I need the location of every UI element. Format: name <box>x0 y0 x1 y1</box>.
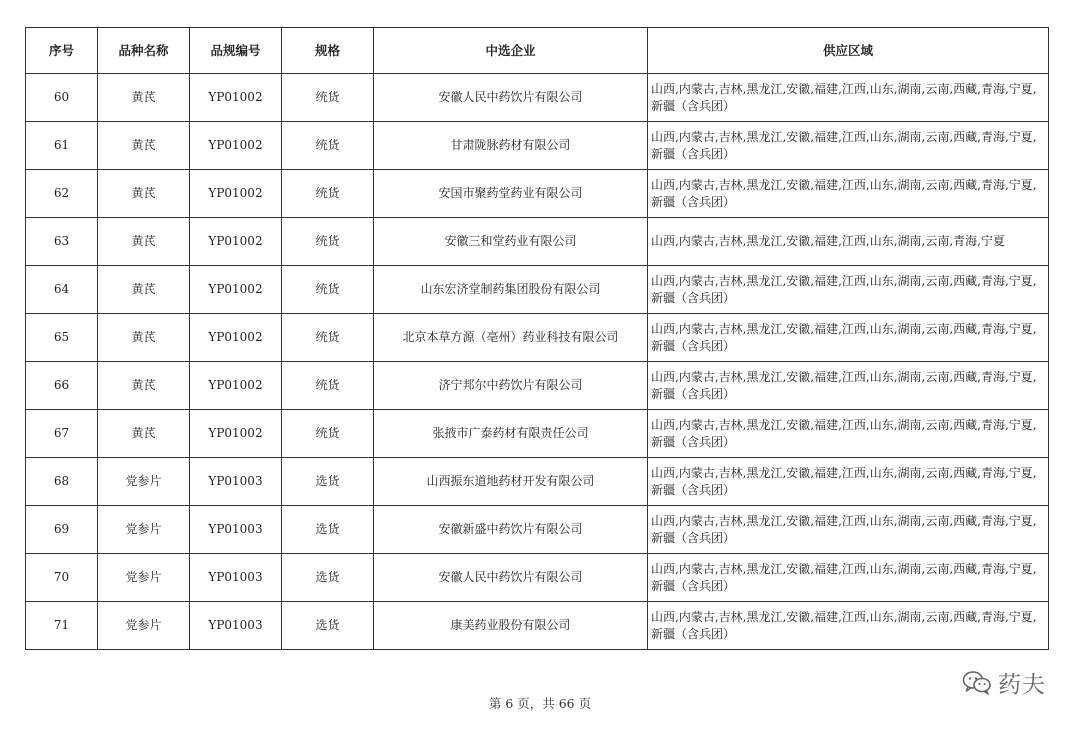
cell-spec-code: YP01002 <box>190 74 282 122</box>
cell-supply-region: 山西,内蒙古,吉林,黑龙江,安徽,福建,江西,山东,湖南,云南,西藏,青海,宁夏,新疆（含兵团） <box>648 458 1049 506</box>
table-row <box>26 458 1049 506</box>
table-row <box>26 122 1049 170</box>
cell-variety-name: 黄芪 <box>98 266 190 314</box>
wechat-icon <box>962 670 992 696</box>
table-row <box>26 602 1049 650</box>
cell-index: 68 <box>26 458 98 506</box>
cell-spec: 选货 <box>282 458 374 506</box>
cell-selected-company: 甘肃陇脉药材有限公司 <box>374 122 648 170</box>
cell-spec: 选货 <box>282 554 374 602</box>
cell-supply-region: 山西,内蒙古,吉林,黑龙江,安徽,福建,江西,山东,湖南,云南,西藏,青海,宁夏,新疆（含兵团） <box>648 506 1049 554</box>
table-row <box>26 362 1049 410</box>
cell-selected-company: 安徽人民中药饮片有限公司 <box>374 74 648 122</box>
cell-supply-region: 山西,内蒙古,吉林,黑龙江,安徽,福建,江西,山东,湖南,云南,西藏,青海,宁夏,新疆（含兵团） <box>648 362 1049 410</box>
cell-spec: 统货 <box>282 266 374 314</box>
cell-spec-code: YP01003 <box>190 506 282 554</box>
cell-variety-name: 黄芪 <box>98 218 190 266</box>
cell-spec-code: YP01002 <box>190 266 282 314</box>
header-selected-company: 中选企业 <box>374 28 648 74</box>
cell-variety-name: 党参片 <box>98 554 190 602</box>
cell-supply-region: 山西,内蒙古,吉林,黑龙江,安徽,福建,江西,山东,湖南,云南,西藏,青海,宁夏,新疆（含兵团） <box>648 170 1049 218</box>
cell-spec-code: YP01002 <box>190 218 282 266</box>
cell-spec-code: YP01002 <box>190 410 282 458</box>
cell-selected-company: 北京本草方源（亳州）药业科技有限公司 <box>374 314 648 362</box>
table-row <box>26 74 1049 122</box>
cell-index: 64 <box>26 266 98 314</box>
cell-variety-name: 黄芪 <box>98 362 190 410</box>
table-row <box>26 314 1049 362</box>
table-row <box>26 410 1049 458</box>
cell-index: 62 <box>26 170 98 218</box>
cell-spec: 选货 <box>282 506 374 554</box>
table-row <box>26 554 1049 602</box>
cell-index: 60 <box>26 74 98 122</box>
cell-variety-name: 黄芪 <box>98 74 190 122</box>
cell-spec: 统货 <box>282 362 374 410</box>
cell-supply-region: 山西,内蒙古,吉林,黑龙江,安徽,福建,江西,山东,湖南,云南,西藏,青海,宁夏,新疆（含兵团） <box>648 314 1049 362</box>
cell-index: 63 <box>26 218 98 266</box>
cell-selected-company: 济宁邦尔中药饮片有限公司 <box>374 362 648 410</box>
header-spec: 规格 <box>282 28 374 74</box>
cell-variety-name: 党参片 <box>98 602 190 650</box>
cell-spec: 统货 <box>282 410 374 458</box>
watermark <box>962 666 1046 699</box>
cell-selected-company: 张掖市广泰药材有限责任公司 <box>374 410 648 458</box>
cell-index: 61 <box>26 122 98 170</box>
cell-spec: 统货 <box>282 122 374 170</box>
cell-spec-code: YP01003 <box>190 458 282 506</box>
cell-selected-company: 山东宏济堂制药集团股份有限公司 <box>374 266 648 314</box>
cell-supply-region: 山西,内蒙古,吉林,黑龙江,安徽,福建,江西,山东,湖南,云南,西藏,青海,宁夏,新疆（含兵团） <box>648 74 1049 122</box>
table-row <box>26 170 1049 218</box>
cell-index: 71 <box>26 602 98 650</box>
table-row <box>26 506 1049 554</box>
cell-index: 70 <box>26 554 98 602</box>
header-index: 序号 <box>26 28 98 74</box>
cell-index: 66 <box>26 362 98 410</box>
cell-variety-name: 黄芪 <box>98 410 190 458</box>
cell-selected-company: 康美药业股份有限公司 <box>374 602 648 650</box>
cell-selected-company: 安徽新盛中药饮片有限公司 <box>374 506 648 554</box>
cell-spec-code: YP01002 <box>190 170 282 218</box>
cell-selected-company: 安徽人民中药饮片有限公司 <box>374 554 648 602</box>
cell-selected-company: 安国市聚药堂药业有限公司 <box>374 170 648 218</box>
watermark-text: 药夫 <box>998 672 1046 698</box>
cell-index: 69 <box>26 506 98 554</box>
cell-spec-code: YP01002 <box>190 122 282 170</box>
table-row <box>26 266 1049 314</box>
cell-supply-region: 山西,内蒙古,吉林,黑龙江,安徽,福建,江西,山东,湖南,云南,西藏,青海,宁夏,新疆（含兵团） <box>648 602 1049 650</box>
cell-spec: 统货 <box>282 170 374 218</box>
cell-variety-name: 党参片 <box>98 506 190 554</box>
cell-spec-code: YP01002 <box>190 362 282 410</box>
cell-variety-name: 黄芪 <box>98 314 190 362</box>
procurement-table <box>25 27 1049 650</box>
cell-supply-region: 山西,内蒙古,吉林,黑龙江,安徽,福建,江西,山东,湖南,云南,青海,宁夏 <box>648 218 1049 266</box>
cell-index: 65 <box>26 314 98 362</box>
cell-variety-name: 黄芪 <box>98 170 190 218</box>
cell-selected-company: 山西振东道地药材开发有限公司 <box>374 458 648 506</box>
header-spec-code: 品规编号 <box>190 28 282 74</box>
cell-spec-code: YP01003 <box>190 554 282 602</box>
cell-spec: 选货 <box>282 602 374 650</box>
header-supply-region: 供应区域 <box>648 28 1049 74</box>
cell-supply-region: 山西,内蒙古,吉林,黑龙江,安徽,福建,江西,山东,湖南,云南,西藏,青海,宁夏,新疆（含兵团） <box>648 122 1049 170</box>
table-header-row <box>26 28 1049 74</box>
cell-spec-code: YP01002 <box>190 314 282 362</box>
cell-spec: 统货 <box>282 74 374 122</box>
cell-supply-region: 山西,内蒙古,吉林,黑龙江,安徽,福建,江西,山东,湖南,云南,西藏,青海,宁夏,新疆（含兵团） <box>648 266 1049 314</box>
table-row <box>26 218 1049 266</box>
header-variety-name: 品种名称 <box>98 28 190 74</box>
cell-spec: 统货 <box>282 314 374 362</box>
cell-supply-region: 山西,内蒙古,吉林,黑龙江,安徽,福建,江西,山东,湖南,云南,西藏,青海,宁夏,新疆（含兵团） <box>648 554 1049 602</box>
cell-supply-region: 山西,内蒙古,吉林,黑龙江,安徽,福建,江西,山东,湖南,云南,西藏,青海,宁夏,新疆（含兵团） <box>648 410 1049 458</box>
cell-spec: 统货 <box>282 218 374 266</box>
page-number: 第 6 页，共 66 页 <box>488 696 592 711</box>
cell-variety-name: 党参片 <box>98 458 190 506</box>
cell-variety-name: 黄芪 <box>98 122 190 170</box>
cell-selected-company: 安徽三和堂药业有限公司 <box>374 218 648 266</box>
cell-spec-code: YP01003 <box>190 602 282 650</box>
cell-index: 67 <box>26 410 98 458</box>
